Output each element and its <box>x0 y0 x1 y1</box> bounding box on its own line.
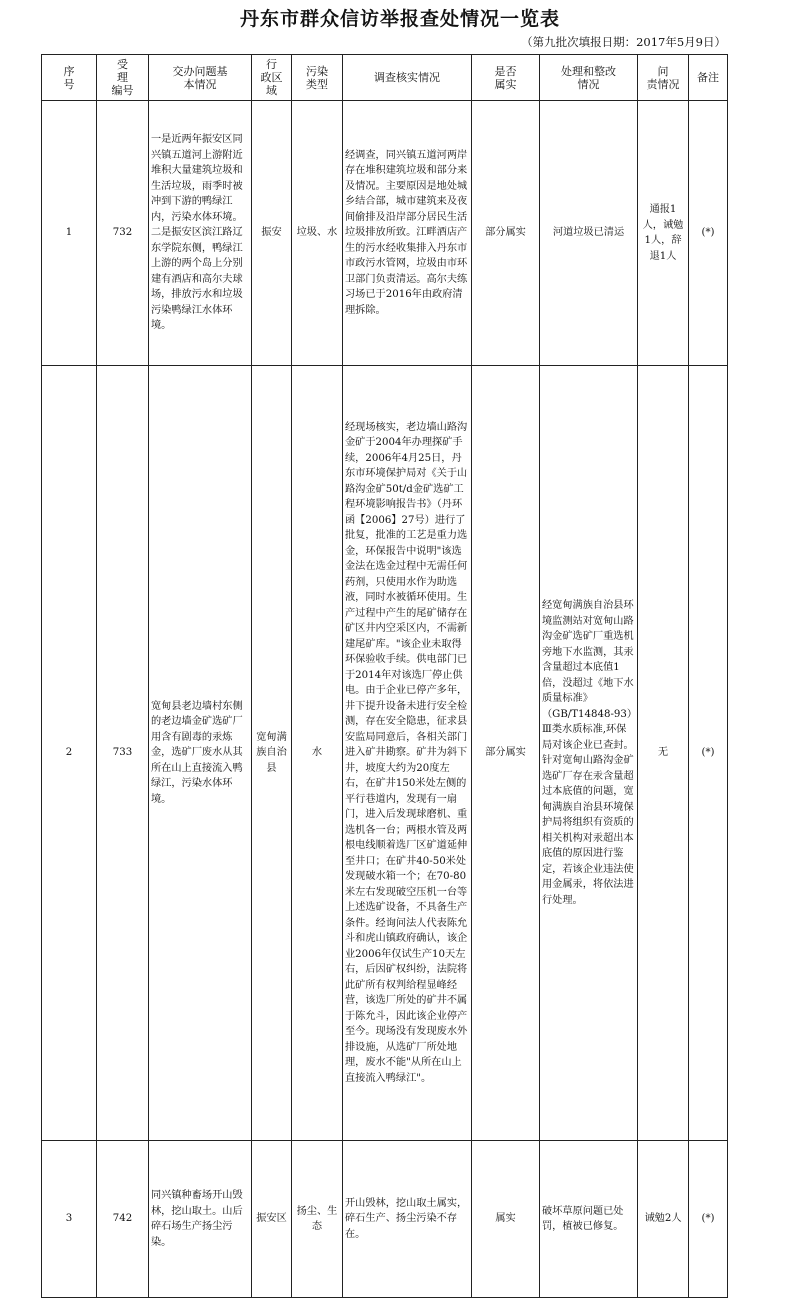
cell-seq: 2 <box>42 366 97 1141</box>
col-header-handling: 处理和整改 情况 <box>540 55 638 101</box>
col-header-pollution: 污染 类型 <box>292 55 343 101</box>
cell-region: 振安区 <box>252 1141 292 1298</box>
col-header-accountability: 问 责情况 <box>638 55 689 101</box>
cell-handling: 经宽甸满族自治县环境监测站对宽甸山路沟金矿选矿厂重选机旁地下水监测，其汞含量超过本底值1倍，没超过《地下水质量标准》（GB/T14848-93）Ⅲ类水质标准,环保局对该企业已查封。针对宽甸山路沟金矿选矿厂存在汞含量超过本底值的问题，宽甸满族自治县环境保护局将组织有资质的相关机构对汞超出本底值的原因进行鉴定，若该企业违法使用金属汞，将依法进行处理。 <box>540 366 638 1141</box>
cell-issue: 宽甸县老边墙村东侧的老边墙金矿选矿厂用含有剧毒的汞炼金，选矿厂废水从其所在山上直接流入鸭绿江，污染水体环境。 <box>149 366 252 1141</box>
cell-seq: 3 <box>42 1141 97 1298</box>
header-row <box>42 55 728 101</box>
table-row <box>42 101 728 366</box>
cell-is-true: 属实 <box>472 1141 540 1298</box>
cell-region: 振安 <box>252 101 292 366</box>
cell-pollution: 扬尘、生态 <box>292 1141 343 1298</box>
cell-accountability: 无 <box>638 366 689 1141</box>
col-header-verification: 调查核实情况 <box>343 55 472 101</box>
cell-handling: 河道垃圾已清运 <box>540 101 638 366</box>
col-header-is-true: 是否 属实 <box>472 55 540 101</box>
page-title: 丹东市群众信访举报查处情况一览表 <box>239 8 560 30</box>
cell-accountability: 诫勉2人 <box>638 1141 689 1298</box>
table-row <box>42 366 728 1141</box>
cell-handling: 破坏草原问题已处罚，植被已修复。 <box>540 1141 638 1298</box>
cell-verification: 经现场核实，老边墙山路沟金矿于2004年办理探矿手续，2006年4月25日，丹东市环境保护局对《关于山路沟金矿50t/d金矿选矿工程环境影响报告书》（丹环函【2006】27号）进行了批复，批准的工艺是重力选金，环保报告中说明"该选金法在选金过程中无需任何药剂，只使用水作为助选液，同时水被循环使用。生产过程中产生的尾矿储存在矿区井内空采区内，不需新建尾矿库。"该企业未取得环保验收手续。供电部门已于2014年对该选厂停止供电。由于企业已停产多年，井下提升设备未进行安全检测，存在安全隐患，征求县安监局同意后，各相关部门进入矿井勘察。矿井为斜下井，坡度大约为20度左右，在矿井150米处左侧的平行巷道内，发现有一扇门，进入后发现球磨机、重选机各一台；两根水管及两根电线顺着选厂区矿道延伸至井口；在矿井40-50米处发现破水箱一个；在70-80米左右发现破空压机一台等上述选矿设备，不具备生产条件。经询问法人代表陈允斗和虎山镇政府确认，该企业2006年仅试生产10天左右，后因矿权纠纷，法院将此矿所有权判给程显峰经营，该选厂所处的矿井不属于陈允斗，因此该企业停产至今。现场没有发现废水外排设施，从选矿厂所处地理，废水不能"从所在山上直接流入鸭绿江"。 <box>343 366 472 1141</box>
cell-issue: 一是近两年振安区同兴镇五道河上游附近堆积大量建筑垃圾和生活垃圾，雨季时被冲到下游的鸭绿江内，污染水体环境。二是振安区滨江路辽东学院东侧，鸭绿江上游的两个岛上分别建有酒店和高尔夫球场，排放污水和垃圾污染鸭绿江水体环境。 <box>149 101 252 366</box>
cell-is-true: 部分属实 <box>472 101 540 366</box>
col-header-seq: 序 号 <box>42 55 97 101</box>
col-header-accept-no: 受 理 编号 <box>97 55 149 101</box>
cell-pollution: 垃圾、水 <box>292 101 343 366</box>
cell-verification: 开山毁林，挖山取土属实，碎石生产、扬尘污染不存在。 <box>343 1141 472 1298</box>
fill-date: （第九批次填报日期：2017年5月9日） <box>521 35 726 49</box>
cell-accept-no: 732 <box>97 101 149 366</box>
col-header-issue: 交办问题基 本情况 <box>149 55 252 101</box>
col-header-remark: 备注 <box>689 55 728 101</box>
cell-verification: 经调查，同兴镇五道河两岸存在堆积建筑垃圾和部分来及情况。主要原因是地处城乡结合部，城市建筑来及夜间偷排及沿岸部分居民生活垃圾排放所致。江畔酒店产生的污水经收集排入丹东市市政污水管网，垃圾由市环卫部门负责清运。高尔夫练习场已于2016年由政府清理拆除。 <box>343 101 472 366</box>
cell-remark: (*) <box>689 366 728 1141</box>
cell-is-true: 部分属实 <box>472 366 540 1141</box>
cell-accept-no: 733 <box>97 366 149 1141</box>
cell-accept-no: 742 <box>97 1141 149 1298</box>
cell-seq: 1 <box>42 101 97 366</box>
cell-remark: (*) <box>689 101 728 366</box>
cell-issue: 同兴镇种畜场开山毁林，挖山取土。山后碎石场生产扬尘污染。 <box>149 1141 252 1298</box>
cell-region: 宽甸满族自治县 <box>252 366 292 1141</box>
table-row <box>42 1141 728 1298</box>
col-header-region: 行 政区 域 <box>252 55 292 101</box>
petition-table <box>41 54 728 1298</box>
cell-remark: (*) <box>689 1141 728 1298</box>
cell-pollution: 水 <box>292 366 343 1141</box>
cell-accountability: 通报1人，诫勉1人，辞退1人 <box>638 101 689 366</box>
